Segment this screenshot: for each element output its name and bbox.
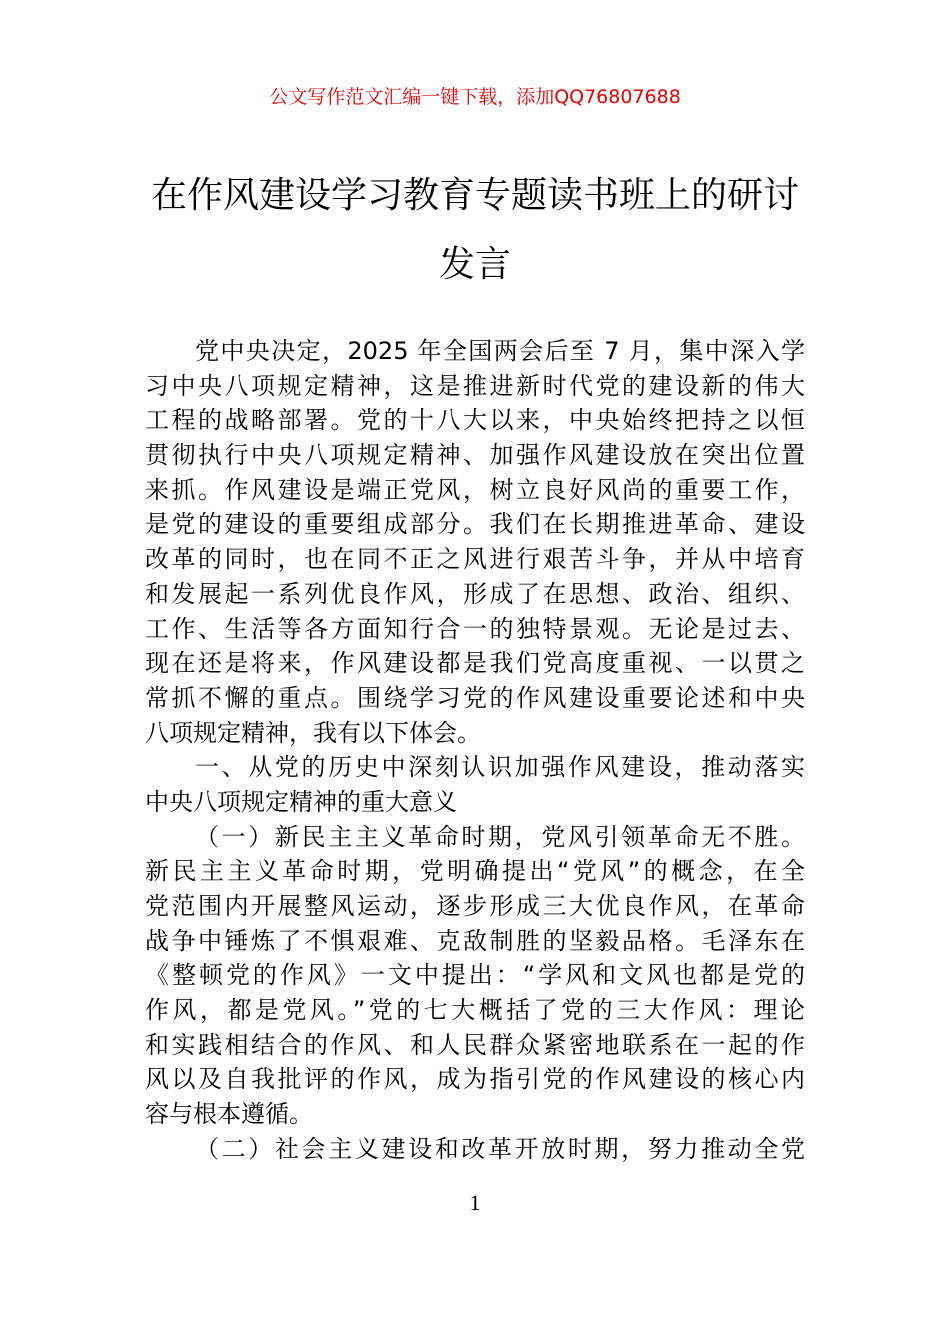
body-text-line: 来抓。作风建设是端正党风，树立良好风尚的重要工作， [145,475,805,504]
document-title-line-2: 发言 [438,244,511,285]
body-text-line: 《整顿党的作风》一文中提出：“学风和文风也都是党的 [145,961,805,990]
body-text-line: 一、从党的历史中深刻认识加强作风建设，推动落实 [195,753,805,782]
body-text-line: 新民主主义革命时期，党明确提出“党风”的概念，在全 [145,857,805,886]
body-text-line: 中央八项规定精神的重大意义 [145,787,457,816]
body-text-line: 习中央八项规定精神，这是推进新时代党的建设新的伟大 [145,371,805,400]
body-text-line: 工程的战略部署。党的十八大以来，中央始终把持之以恒 [145,406,805,435]
body-text-line: （一）新民主主义革命时期，党风引领革命无不胜。 [195,822,805,851]
watermark-header: 公文写作范文汇编一键下载，添加QQ76807688 [269,86,681,108]
body-text-line: 改革的同时，也在同不正之风进行艰苦斗争，并从中培育 [145,545,805,574]
body-text-line: 八项规定精神，我有以下体会。 [145,718,481,747]
document-title-line-1: 在作风建设学习教育专题读书班上的研讨 [150,175,799,216]
body-text-line: 工作、生活等各方面知行合一的独特景观。无论是过去、 [145,614,805,643]
body-text-line: 风以及自我批评的作风，成为指引党的作风建设的核心内 [145,1065,805,1094]
body-text-line: 党中央决定，2025 年全国两会后至 7 月，集中深入学 [195,337,805,365]
document-body [145,334,805,1167]
page-number: 1 [469,1190,481,1215]
body-text-line: 现在还是将来，作风建设都是我们党高度重视、一以贯之 [145,649,805,678]
body-text-line: 战争中锤炼了不惧艰难、克敌制胜的坚毅品格。毛泽东在 [145,926,805,955]
body-text-line: 容与根本遵循。 [145,1100,313,1129]
body-text-line: 贯彻执行中央八项规定精神、加强作风建设放在突出位置 [145,441,805,470]
body-text-line: 党范围内开展整风运动，逐步形成三大优良作风，在革命 [145,892,805,920]
body-text-line: 是党的建设的重要组成部分。我们在长期推进革命、建设 [145,510,805,539]
body-text-line: 常抓不懈的重点。围绕学习党的作风建设重要论述和中央 [145,683,805,712]
body-text-line: （二）社会主义建设和改革开放时期，努力推动全党 [195,1134,805,1163]
body-text-line: 和实践相结合的作风、和人民群众紧密地联系在一起的作 [145,1030,805,1059]
body-text-line: 和发展起一系列优良作风，形成了在思想、政治、组织、 [145,579,805,608]
body-text-line: 作风，都是党风。”党的七大概括了党的三大作风：理论 [145,996,805,1025]
